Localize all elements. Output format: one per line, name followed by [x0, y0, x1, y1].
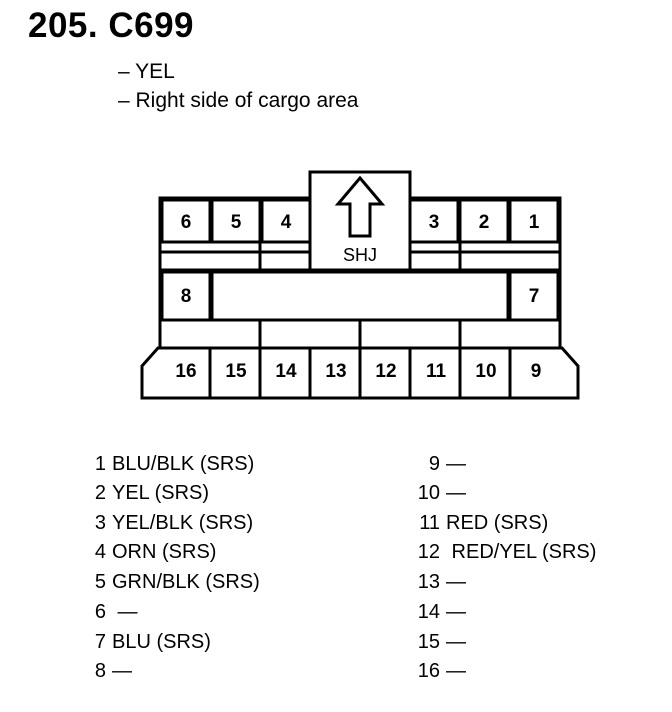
- pinout-row: [86, 660, 132, 683]
- wire-color: GRN/BLK (SRS): [112, 571, 260, 593]
- pinout-row: [86, 512, 253, 535]
- pinout-row: [412, 541, 596, 564]
- wire-color: —: [446, 601, 466, 623]
- pin-number: 13: [417, 571, 440, 593]
- pin-number: 10: [417, 482, 440, 504]
- pin-label-11: 11: [425, 361, 447, 382]
- pin-number: 3: [94, 512, 106, 534]
- pin-number: 8: [94, 660, 106, 682]
- wire-color: —: [446, 631, 466, 653]
- pin-number: 16: [417, 660, 440, 682]
- pin-label-4: 4: [280, 212, 292, 233]
- pin-label-2: 2: [478, 212, 490, 233]
- wire-color: —: [446, 453, 466, 475]
- wire-color: ORN (SRS): [112, 541, 217, 563]
- pin-number: 1: [94, 453, 106, 475]
- pin-label-10: 10: [475, 361, 497, 382]
- pin-number: 15: [417, 631, 440, 653]
- pinout-row: [86, 453, 254, 476]
- pinout-row: [412, 571, 466, 594]
- pin-label-15: 15: [225, 361, 247, 382]
- wire-color: —: [446, 482, 466, 504]
- pin-label-8: 8: [180, 286, 192, 307]
- pin-number: 9: [428, 453, 440, 475]
- page-title: 205. C699: [28, 6, 195, 45]
- pin-label-16: 16: [175, 361, 197, 382]
- pinout-row: [412, 453, 466, 476]
- pinout-row: [86, 631, 211, 654]
- pin-label-7: 7: [528, 286, 540, 307]
- pinout-row: [412, 601, 466, 624]
- pin-number: 4: [94, 541, 106, 563]
- pin-label-5: 5: [230, 212, 242, 233]
- wire-color: YEL/BLK (SRS): [112, 512, 254, 534]
- pin-label-3: 3: [428, 212, 440, 233]
- pin-number: 11: [419, 512, 440, 534]
- pin-number: 5: [94, 571, 106, 593]
- pin-number: 12: [417, 541, 440, 563]
- pinout-row: [86, 601, 138, 624]
- wire-color: RED (SRS): [446, 512, 549, 534]
- pin-number: 2: [94, 482, 106, 504]
- pinout-row: [412, 512, 548, 535]
- wire-color: —: [446, 660, 466, 682]
- connector-location: – Right side of cargo area: [118, 89, 359, 112]
- pinout-row: [412, 631, 466, 654]
- pin-number: 7: [94, 631, 106, 653]
- wire-color: YEL (SRS): [112, 482, 210, 504]
- wire-color: —: [446, 571, 466, 593]
- pin-label-1: 1: [528, 212, 540, 233]
- wire-color: BLU/BLK (SRS): [112, 453, 255, 475]
- pinout-row: [86, 541, 216, 564]
- pin-label-6: 6: [180, 212, 192, 233]
- wire-color: BLU (SRS): [112, 631, 211, 653]
- shj-label: SHJ: [342, 245, 378, 265]
- pinout-row: [412, 660, 466, 683]
- pin-label-14: 14: [275, 361, 297, 382]
- wire-color: —: [112, 601, 138, 623]
- pinout-row: [412, 482, 466, 505]
- connector-color: – YEL: [118, 60, 175, 83]
- pin-label-12: 12: [375, 361, 397, 382]
- pinout-row: [86, 482, 209, 505]
- wire-color: —: [112, 660, 132, 682]
- pin-number: 6: [94, 601, 106, 623]
- arrow-up-icon: [338, 178, 382, 236]
- pin-number: 14: [417, 601, 440, 623]
- center-blank: [212, 272, 508, 320]
- pinout-row: [86, 571, 260, 594]
- pin-label-9: 9: [530, 361, 542, 382]
- pin-label-13: 13: [325, 361, 347, 382]
- wire-color: RED/YEL (SRS): [446, 541, 597, 563]
